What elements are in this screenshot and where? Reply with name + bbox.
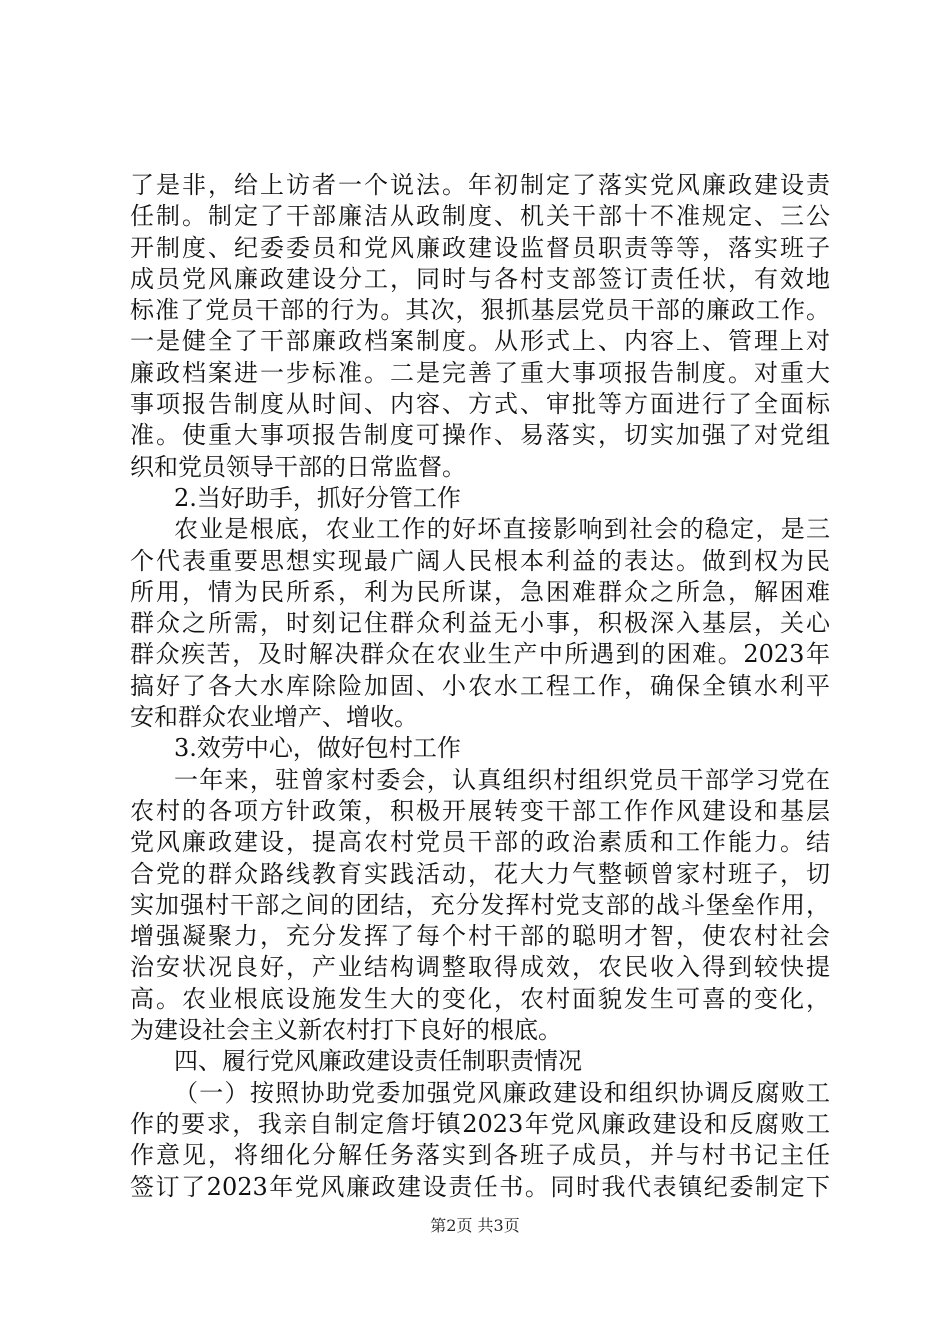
- text-line: 为建设社会主义新农村打下良好的根底。: [130, 1016, 562, 1045]
- document-body: [130, 170, 830, 1203]
- text-line: 成员党风廉政建设分工，同时与各村支部签订责任状，有效地: [130, 264, 830, 293]
- text-line: 农村的各项方针政策，积极开展转变干部工作作风建设和基层: [130, 796, 830, 825]
- text-line: 任制。制定了干部廉洁从政制度、机关干部十不准规定、三公: [130, 202, 830, 231]
- page-footer: 第2页 共3页: [430, 1216, 520, 1235]
- text-line: 一是健全了干部廉政档案制度。从形式上、内容上、管理上对: [130, 327, 830, 356]
- text-line: 2.当好助手，抓好分管工作: [174, 483, 461, 512]
- text-line: 签订了2023年党风廉政建设责任书。同时我代表镇纪委制定下: [130, 1172, 830, 1201]
- text-line: 准。使重大事项报告制度可操作、易落实，切实加强了对党组: [130, 421, 830, 450]
- text-line: 四、履行党风廉政建设责任制职责情况: [174, 1047, 582, 1076]
- text-line: 搞好了各大水库除险加固、小农水工程工作，确保全镇水利平: [130, 671, 830, 700]
- text-line: 安和群众农业增产、增收。: [130, 703, 418, 732]
- text-line: 治安状况良好，产业结构调整取得成效，农民收入得到较快提: [130, 953, 830, 982]
- text-line: 作的要求，我亲自制定詹圩镇2023年党风廉政建设和反腐败工: [130, 1109, 830, 1138]
- text-line: 增强凝聚力，充分发挥了每个村干部的聪明才智，使农村社会: [130, 922, 830, 951]
- text-line: 合党的群众路线教育实践活动，花大力气整顿曾家村班子，切: [130, 859, 830, 888]
- text-line: 个代表重要思想实现最广阔人民根本利益的表达。做到权为民: [130, 546, 830, 575]
- text-line: 实加强村干部之间的团结，充分发挥村党支部的战斗堡垒作用，: [130, 890, 830, 919]
- text-line: 一年来，驻曾家村委会，认真组织村组织党员干部学习党在: [174, 765, 830, 794]
- text-line: 开制度、纪委委员和党风廉政建设监督员职责等等，落实班子: [130, 233, 830, 262]
- text-line: 廉政档案进一步标准。二是完善了重大事项报告制度。对重大: [130, 358, 830, 387]
- text-line: 党风廉政建设，提高农村党员干部的政治素质和工作能力。结: [130, 828, 830, 857]
- text-line: 3.效劳中心，做好包村工作: [174, 734, 461, 763]
- text-line: 群众之所需，时刻记住群众利益无小事，积极深入基层，关心: [130, 609, 830, 638]
- text-line: 事项报告制度从时间、内容、方式、审批等方面进行了全面标: [130, 390, 830, 419]
- text-line: 标准了党员干部的行为。其次，狠抓基层党员干部的廉政工作。: [130, 296, 830, 325]
- text-line: 高。农业根底设施发生大的变化，农村面貌发生可喜的变化，: [130, 984, 830, 1013]
- text-line: 农业是根底，农业工作的好坏直接影响到社会的稳定，是三: [174, 515, 830, 544]
- text-line: 作意见，将细化分解任务落实到各班子成员，并与村书记主任: [130, 1141, 830, 1170]
- text-line: 群众疾苦，及时解决群众在农业生产中所遇到的困难。2023年: [130, 640, 830, 669]
- text-line: 织和党员领导干部的日常监督。: [130, 452, 466, 481]
- text-line: 所用，情为民所系，利为民所谋，急困难群众之所急，解困难: [130, 577, 830, 606]
- text-line: （一）按照协助党委加强党风廉政建设和组织协调反腐败工: [174, 1078, 830, 1107]
- text-line: 了是非，给上访者一个说法。年初制定了落实党风廉政建设责: [130, 171, 830, 199]
